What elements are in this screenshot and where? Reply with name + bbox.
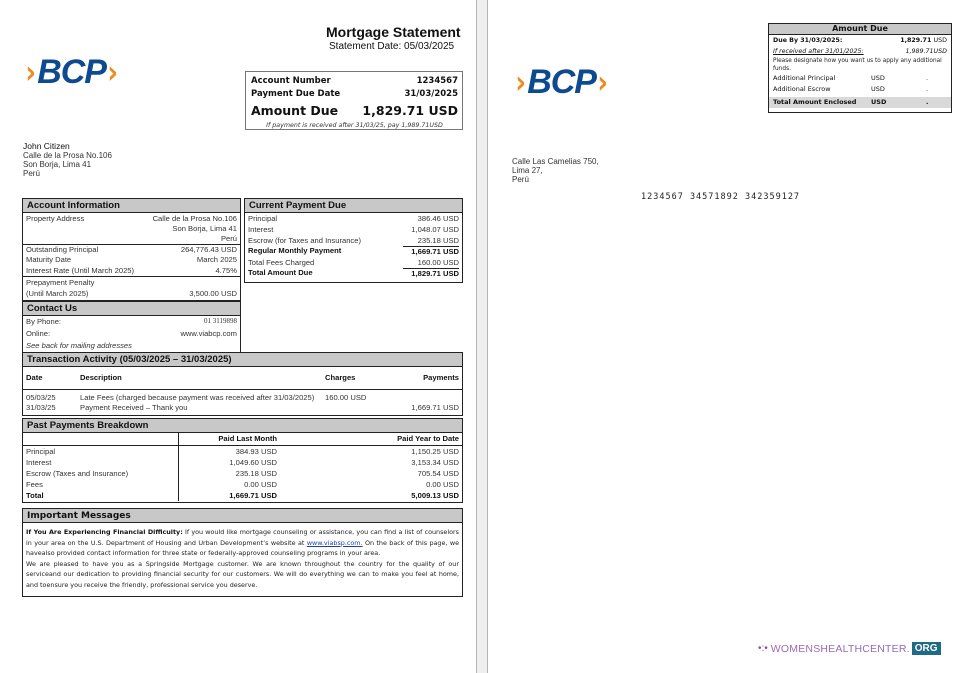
maturity-date-row — [23, 255, 240, 265]
additional-funds-note: Please designate how you want us to apply any additional funds. — [773, 58, 942, 72]
paid-ytd: 5,009.13 USD — [411, 490, 459, 500]
financial-difficulty-text: If you would like mortgage counseling or assistance, you can find a list of counselors in your area on the U.S. Department of Housing and Urban Development’s website at — [26, 528, 460, 547]
online-row — [23, 327, 240, 340]
due-by-amount — [900, 35, 947, 46]
col-category — [23, 433, 178, 445]
property-address-label: Property Address — [26, 214, 85, 223]
bcp-logo — [24, 53, 119, 91]
maturity-date-label: Maturity Date — [26, 255, 72, 264]
prepayment-penalty-value: 3,500.00 USD — [189, 289, 237, 298]
interest-rate-row — [23, 265, 240, 276]
maturity-date-value: March 2025 — [196, 255, 237, 264]
account-number-label: Account Number — [251, 76, 331, 86]
statement-title: Mortgage Statement — [326, 24, 461, 40]
total-due-value: 1,829.71 USD — [403, 268, 459, 279]
paid-last-month: 235.18 USD — [235, 468, 277, 478]
transaction-payments: 1,669.71 USD — [411, 402, 459, 412]
interest-rate-label: Interest Rate (Until March 2025) — [26, 266, 135, 275]
due-date-row — [251, 88, 458, 101]
due-by-amount-value: 1,829.71 — [900, 37, 932, 44]
paid-ytd: 0.00 USD — [426, 479, 459, 489]
col-paid-last-month: Paid Last Month — [178, 433, 280, 445]
fees-row — [245, 257, 462, 268]
phone-label: By Phone: — [26, 317, 62, 326]
interest-label: Interest — [248, 225, 274, 234]
amount-due-row — [251, 101, 458, 121]
transaction-charges — [322, 403, 402, 413]
watermark-name: WOMENSHEALTHCENTER. — [770, 642, 910, 655]
financial-difficulty-paragraph — [26, 527, 459, 559]
micr-line: 1234567 34571892 342359127 — [641, 192, 801, 202]
outstanding-principal-row — [23, 244, 240, 255]
total-enclosed-input[interactable]: . — [926, 98, 929, 106]
account-number-row — [251, 75, 458, 88]
past-payments-title: Past Payments Breakdown — [23, 419, 462, 433]
paid-last-month: 1,049.60 USD — [229, 457, 277, 467]
regular-payment-row — [245, 246, 462, 257]
current-payment-section — [244, 198, 463, 283]
amount-due-value: 1,829.71 USD — [362, 103, 458, 118]
prepayment-penalty-label: Prepayment Penalty — [26, 278, 95, 287]
recipient-address — [23, 142, 112, 178]
counselors-link[interactable]: www.viabsp.com. — [306, 538, 363, 547]
interest-value: 1,048.07 USD — [411, 225, 459, 234]
bcp-logo-coupon — [514, 63, 609, 101]
phone-value[interactable]: 01 3119898 — [204, 317, 237, 325]
additional-principal-currency: USD — [871, 74, 885, 82]
website-link[interactable]: www.viabcp.com — [180, 329, 237, 338]
fees-label: Total Fees Charged — [248, 258, 315, 267]
interest-row — [245, 224, 462, 235]
category-label: Escrow (Taxes and Insurance) — [23, 468, 178, 479]
col-date: Date — [26, 372, 43, 382]
late-amount-row — [769, 46, 951, 57]
transaction-description: Payment Received – Thank you — [80, 402, 188, 412]
current-payment-title: Current Payment Due — [245, 199, 462, 213]
additional-principal-label: Additional Principal — [773, 74, 836, 82]
past-payments-section — [22, 418, 463, 503]
additional-escrow-input[interactable]: . — [926, 85, 929, 93]
past-payments-header-row — [23, 433, 462, 445]
paid-last-month: 1,669.71 USD — [229, 490, 277, 500]
financial-difficulty-text-2: On the back of this page, we havealso provided contact information for three state or federally-approved counseling programs in your area. — [26, 538, 459, 557]
logo-chevron-right-icon: › — [107, 53, 118, 91]
escrow-row — [245, 235, 462, 246]
payment-coupon-page — [488, 0, 958, 673]
total-enclosed-label: Total Amount Enclosed — [773, 98, 857, 106]
account-number-value: 1234567 — [416, 76, 458, 86]
interest-rate-value: 4.75% — [215, 266, 237, 275]
watermark-org-badge: ORG — [912, 642, 941, 655]
past-payments-row — [23, 479, 462, 490]
principal-value: 386.46 USD — [417, 214, 459, 223]
property-address-value — [153, 213, 237, 244]
watermark-logo — [758, 642, 941, 655]
transaction-activity-section — [22, 352, 463, 416]
transaction-charges: 160.00 USD — [325, 392, 367, 402]
prepayment-penalty-sublabel: (Until March 2025) — [26, 289, 89, 298]
online-label: Online: — [26, 329, 51, 338]
late-amount-value: 1,989.71USD — [905, 48, 947, 55]
past-payments-total-row — [23, 490, 462, 501]
past-payments-row — [23, 468, 462, 479]
remit-line2: Lima 27, — [512, 166, 543, 175]
logo-text: BCP — [527, 63, 596, 101]
remittance-address — [512, 157, 599, 184]
past-payments-row — [23, 457, 462, 468]
account-information-section — [22, 198, 241, 353]
watermark-dots-icon: •:• — [758, 643, 768, 654]
paid-ytd: 1,150.25 USD — [411, 446, 459, 456]
account-information-title: Account Information — [23, 199, 240, 213]
paid-last-month: 0.00 USD — [244, 479, 277, 489]
total-enclosed-row — [769, 97, 951, 108]
transaction-row — [23, 403, 462, 413]
due-by-label: Due By 31/03/2025: — [773, 37, 843, 44]
transaction-payments — [402, 389, 462, 403]
principal-row — [245, 213, 462, 224]
paid-ytd: 3,153.34 USD — [411, 457, 459, 467]
financial-difficulty-heading: If You Are Experiencing Financial Difficulty: — [26, 528, 183, 536]
regular-payment-value: 1,669.71 USD — [403, 246, 459, 257]
recipient-line2: Son Borja, Lima 41 — [23, 160, 92, 169]
principal-label: Principal — [248, 214, 278, 223]
recipient-line3: Perú — [23, 169, 40, 178]
col-paid-ytd: Paid Year to Date — [280, 433, 462, 445]
late-amount-label: If received after 31/01/2025: — [773, 48, 864, 55]
category-label: Total — [23, 490, 178, 501]
additional-escrow-row — [769, 84, 951, 95]
property-address-line3: Perú — [220, 234, 237, 243]
coupon-title: Amount Due — [769, 24, 951, 35]
phone-row — [23, 316, 240, 327]
logo-chevron-left-icon: › — [515, 63, 526, 101]
additional-escrow-currency: USD — [871, 85, 885, 93]
col-payments: Payments — [423, 372, 459, 382]
late-payment-note: If payment is received after 31/03/25, pay 1,989.71USD — [266, 122, 443, 129]
statement-date: Statement Date: 05/03/2025 — [329, 41, 455, 52]
property-address-line2: Son Borja, Lima 41 — [172, 224, 237, 233]
outstanding-principal-value: 264,776.43 USD — [180, 245, 237, 254]
prepayment-penalty-row — [23, 276, 240, 288]
additional-escrow-label: Additional Escrow — [773, 85, 831, 93]
property-address-line1: Calle de la Prosa No.106 — [152, 214, 237, 223]
col-charges: Charges — [325, 372, 356, 382]
recipient-line1: Calle de la Prosa No.106 — [23, 151, 112, 160]
property-address-row — [23, 213, 240, 244]
regular-payment-label: Regular Monthly Payment — [248, 246, 342, 255]
due-date-value: 31/03/2025 — [404, 89, 458, 99]
category-label: Fees — [23, 479, 178, 490]
past-payments-row — [23, 445, 462, 457]
remit-line1: Calle Las Camelias 750, — [512, 157, 599, 166]
total-due-label: Total Amount Due — [248, 268, 313, 277]
messages-body — [23, 523, 462, 592]
additional-principal-row — [769, 73, 951, 84]
transaction-header-row — [23, 367, 462, 389]
due-date-label: Payment Due Date — [251, 89, 341, 99]
category-label: Principal — [23, 445, 178, 457]
additional-principal-input[interactable]: . — [926, 74, 929, 82]
paid-last-month: 384.93 USD — [235, 446, 277, 456]
transaction-description: Late Fees (charged because payment was received after 31/03/2025) — [80, 392, 315, 402]
prepayment-penalty-amount-row — [23, 288, 240, 299]
col-description: Description — [80, 372, 122, 382]
mailing-note — [23, 340, 240, 351]
due-by-currency: USD — [933, 37, 947, 44]
recipient-name: John Citizen — [23, 141, 70, 151]
account-summary-box — [245, 71, 463, 130]
transaction-row — [23, 389, 462, 403]
statement-page-front — [0, 0, 476, 673]
amount-due-coupon — [768, 23, 952, 113]
total-due-row — [245, 268, 462, 279]
welcome-paragraph: We are pleased to have you as a Springside Mortgage customer. We are known throughout the country for the quality of our serviceand our dedication to providing financial security for our customers. We will do everything we can to make you feel at home, and toensure you receive the friendly, professional service you deserve. — [26, 559, 459, 589]
category-label: Interest — [23, 457, 178, 468]
fees-value: 160.00 USD — [417, 258, 459, 267]
escrow-label: Escrow (for Taxes and Insurance) — [248, 236, 361, 245]
transaction-date: 05/03/25 — [26, 392, 56, 402]
important-messages-section — [22, 508, 463, 597]
past-payments-table — [23, 433, 462, 501]
important-messages-title: Important Messages — [23, 509, 462, 523]
remit-line3: Perú — [512, 175, 529, 184]
page-gutter — [476, 0, 488, 673]
contact-us-title: Contact Us — [23, 302, 240, 316]
logo-text: BCP — [37, 53, 106, 91]
amount-due-label: Amount Due — [251, 103, 339, 118]
logo-chevron-right-icon: › — [597, 63, 608, 101]
escrow-value: 235.18 USD — [417, 236, 459, 245]
transaction-activity-title: Transaction Activity (05/03/2025 – 31/03/2025) — [23, 353, 462, 367]
due-by-row — [769, 35, 951, 46]
transaction-date: 31/03/25 — [26, 402, 56, 412]
paid-ytd: 705.54 USD — [417, 468, 459, 478]
total-enclosed-currency: USD — [871, 98, 887, 106]
mailing-note-text: See back for mailing addresses — [26, 341, 132, 350]
transaction-table — [23, 367, 462, 413]
logo-chevron-left-icon: › — [25, 53, 36, 91]
outstanding-principal-label: Outstanding Principal — [26, 245, 99, 254]
